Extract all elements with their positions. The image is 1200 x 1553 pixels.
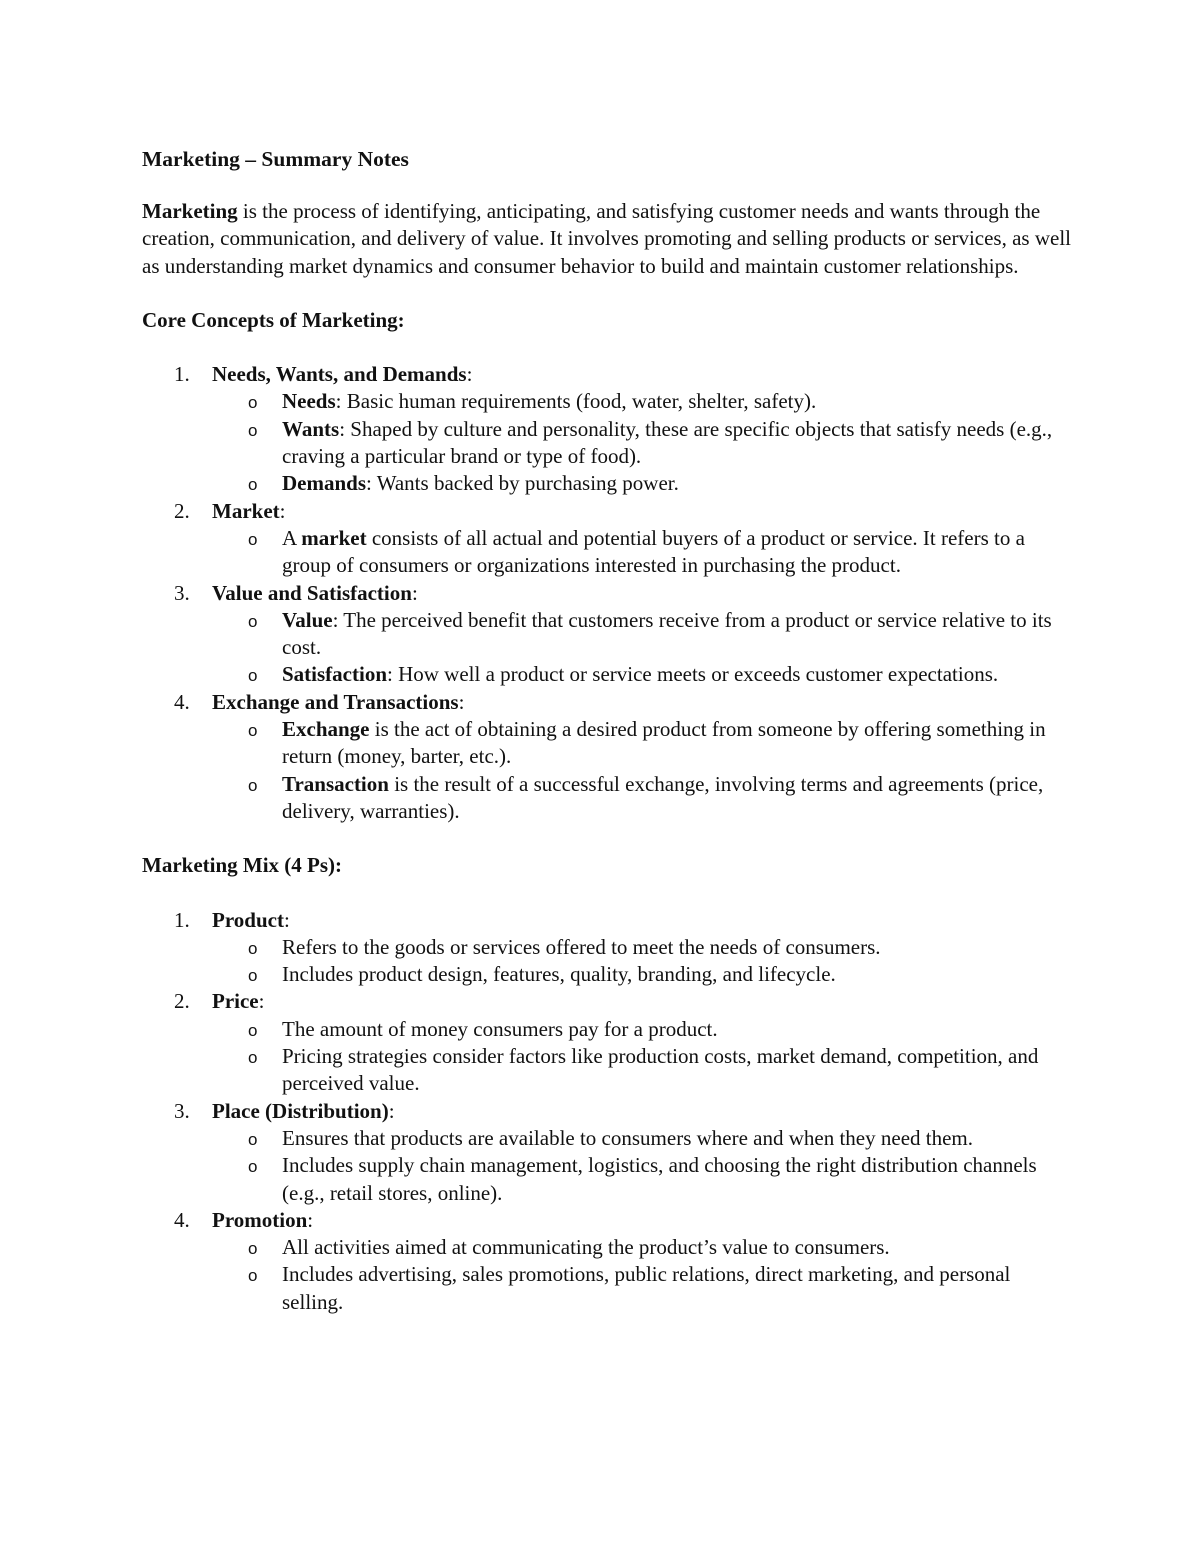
- sub-item-text: Refers to the goods or services offered to meet the needs of consumers.: [282, 934, 881, 959]
- core-concepts-list: [142, 361, 1072, 825]
- list-item: [142, 907, 1072, 989]
- bullet-marker: o: [248, 1157, 258, 1177]
- item-label-suffix: :: [258, 989, 265, 1014]
- item-number: 1.: [174, 362, 190, 387]
- sub-item-text: Includes product design, features, quality, branding, and lifecycle.: [282, 962, 836, 987]
- sub-item-text: Includes supply chain management, logistics, and choosing the right distribution channels (e.g., retail stores, online).: [282, 1153, 1037, 1205]
- bullet-marker: o: [248, 721, 258, 741]
- item-label-suffix: :: [458, 689, 465, 714]
- intro-text: is the process of identifying, anticipating, and satisfying customer needs and wants through the creation, communication, and delivery of value. It involves promoting and selling products or services, as well as understanding market dynamics and consumer behavior to build and maintain customer relationships.: [142, 199, 1072, 278]
- bullet-marker: o: [248, 1129, 258, 1149]
- item-label: Place (Distribution): [212, 1098, 389, 1123]
- bullet-marker: o: [248, 420, 258, 440]
- sub-list-item: [212, 1125, 1072, 1152]
- sub-item-prefix: A: [282, 525, 302, 550]
- sub-item-term: market: [301, 525, 367, 550]
- sub-list-item: [212, 388, 1072, 415]
- sub-item-text: : Shaped by culture and personality, these are specific objects that satisfy needs (e.g., craving a particular brand or type of food).: [282, 416, 1053, 469]
- bullet-marker: o: [248, 393, 258, 413]
- sub-item-text: Includes advertising, sales promotions, public relations, direct marketing, and personal selling.: [282, 1262, 1011, 1314]
- item-label-suffix: :: [466, 362, 473, 387]
- sub-list-item: [212, 1016, 1072, 1043]
- sub-item-text: consists of all actual and potential buyers of a product or service. It refers to a group of consumers or organizations interested in purchasing the product.: [282, 525, 1025, 578]
- sub-item-text: Ensures that products are available to consumers where and when they need them.: [282, 1125, 974, 1150]
- sub-list-item: [212, 1152, 1072, 1207]
- marketing-mix-list: [142, 907, 1072, 1316]
- sub-item-term: Satisfaction: [282, 662, 387, 687]
- item-number: 2.: [174, 989, 190, 1014]
- bullet-marker: o: [248, 966, 258, 986]
- intro-paragraph: [142, 198, 1072, 280]
- sub-list: [212, 525, 1072, 580]
- sub-item-text: Pricing strategies consider factors like production costs, market demand, competition, and perceived value.: [282, 1044, 1039, 1096]
- item-label-suffix: :: [388, 1098, 395, 1123]
- sub-list-item: [212, 416, 1072, 471]
- bullet-marker: o: [248, 529, 258, 549]
- bullet-marker: o: [248, 611, 258, 631]
- sub-list: [212, 1016, 1072, 1098]
- item-number: 2.: [174, 498, 190, 523]
- item-number: 3.: [174, 1098, 190, 1123]
- item-label: Needs, Wants, and Demands: [212, 362, 467, 387]
- bullet-marker: o: [248, 1020, 258, 1040]
- sub-list-item: [212, 716, 1072, 771]
- bullet-marker: o: [248, 475, 258, 495]
- sub-item-text: : The perceived benefit that customers receive from a product or service relative to its cost.: [282, 607, 1052, 660]
- sub-item-term: Demands: [282, 471, 367, 496]
- item-number: 1.: [174, 907, 190, 932]
- sub-item-text: The amount of money consumers pay for a product.: [282, 1016, 718, 1041]
- list-item: [142, 498, 1072, 580]
- sub-item-term: Exchange: [282, 717, 370, 742]
- sub-item-text: : Basic human requirements (food, water, shelter, safety).: [335, 389, 817, 414]
- sub-list-item: [212, 607, 1072, 662]
- item-label-suffix: :: [307, 1207, 314, 1232]
- sub-item-text: All activities aimed at communicating the product’s value to consumers.: [282, 1235, 890, 1260]
- sub-item-term: Needs: [282, 389, 336, 414]
- list-item: [142, 580, 1072, 689]
- bullet-marker: o: [248, 1266, 258, 1286]
- sub-list-item: [212, 661, 1072, 688]
- sub-list-item: [212, 934, 1072, 961]
- sub-list-item: [212, 1234, 1072, 1261]
- item-label: Price: [212, 989, 259, 1014]
- document-title: Marketing – Summary Notes: [142, 147, 409, 171]
- sub-list-item: [212, 1043, 1072, 1098]
- sub-item-text: is the result of a successful exchange, involving terms and agreements (price, delivery, warranties).: [282, 771, 1044, 823]
- list-item: [142, 1098, 1072, 1207]
- item-label: Product: [212, 907, 284, 932]
- item-label-suffix: :: [279, 498, 286, 523]
- sub-item-term: Transaction: [282, 771, 389, 796]
- bullet-marker: o: [248, 666, 258, 686]
- list-item: [142, 361, 1072, 497]
- item-label-suffix: :: [283, 907, 290, 932]
- sub-item-text: is the act of obtaining a desired product from someone by offering something in return (money, barter, etc.).: [282, 717, 1046, 769]
- document-page: [142, 144, 1072, 1316]
- item-label: Market: [212, 498, 280, 523]
- bullet-marker: o: [248, 1048, 258, 1068]
- list-item: [142, 988, 1072, 1097]
- sub-item-text: : How well a product or service meets or exceeds customer expectations.: [387, 662, 999, 687]
- item-label-suffix: :: [411, 580, 418, 605]
- list-item: [142, 1207, 1072, 1316]
- sub-list: [212, 1125, 1072, 1207]
- item-label: Exchange and Transactions: [212, 689, 459, 714]
- sub-list: [212, 934, 1072, 989]
- bullet-marker: o: [248, 1239, 258, 1259]
- item-number: 4.: [174, 1207, 190, 1232]
- sub-list: [212, 388, 1072, 497]
- sub-list-item: [212, 1261, 1072, 1316]
- item-number: 3.: [174, 580, 190, 605]
- sub-item-text: : Wants backed by purchasing power.: [366, 471, 679, 496]
- item-label: Value and Satisfaction: [212, 580, 412, 605]
- sub-list: [212, 607, 1072, 689]
- sub-list: [212, 1234, 1072, 1316]
- sub-list-item: [212, 525, 1072, 580]
- core-concepts-heading: Core Concepts of Marketing:: [142, 307, 405, 332]
- sub-list-item: [212, 771, 1072, 826]
- sub-list-item: [212, 961, 1072, 988]
- sub-list-item: [212, 470, 1072, 497]
- bullet-marker: o: [248, 938, 258, 958]
- marketing-mix-heading: Marketing Mix (4 Ps):: [142, 853, 343, 878]
- sub-item-term: Value: [282, 607, 333, 632]
- item-number: 4.: [174, 689, 190, 714]
- sub-item-term: Wants: [282, 416, 340, 441]
- intro-term: Marketing: [142, 199, 238, 223]
- list-item: [142, 689, 1072, 825]
- bullet-marker: o: [248, 775, 258, 795]
- item-label: Promotion: [212, 1207, 308, 1232]
- sub-list: [212, 716, 1072, 825]
